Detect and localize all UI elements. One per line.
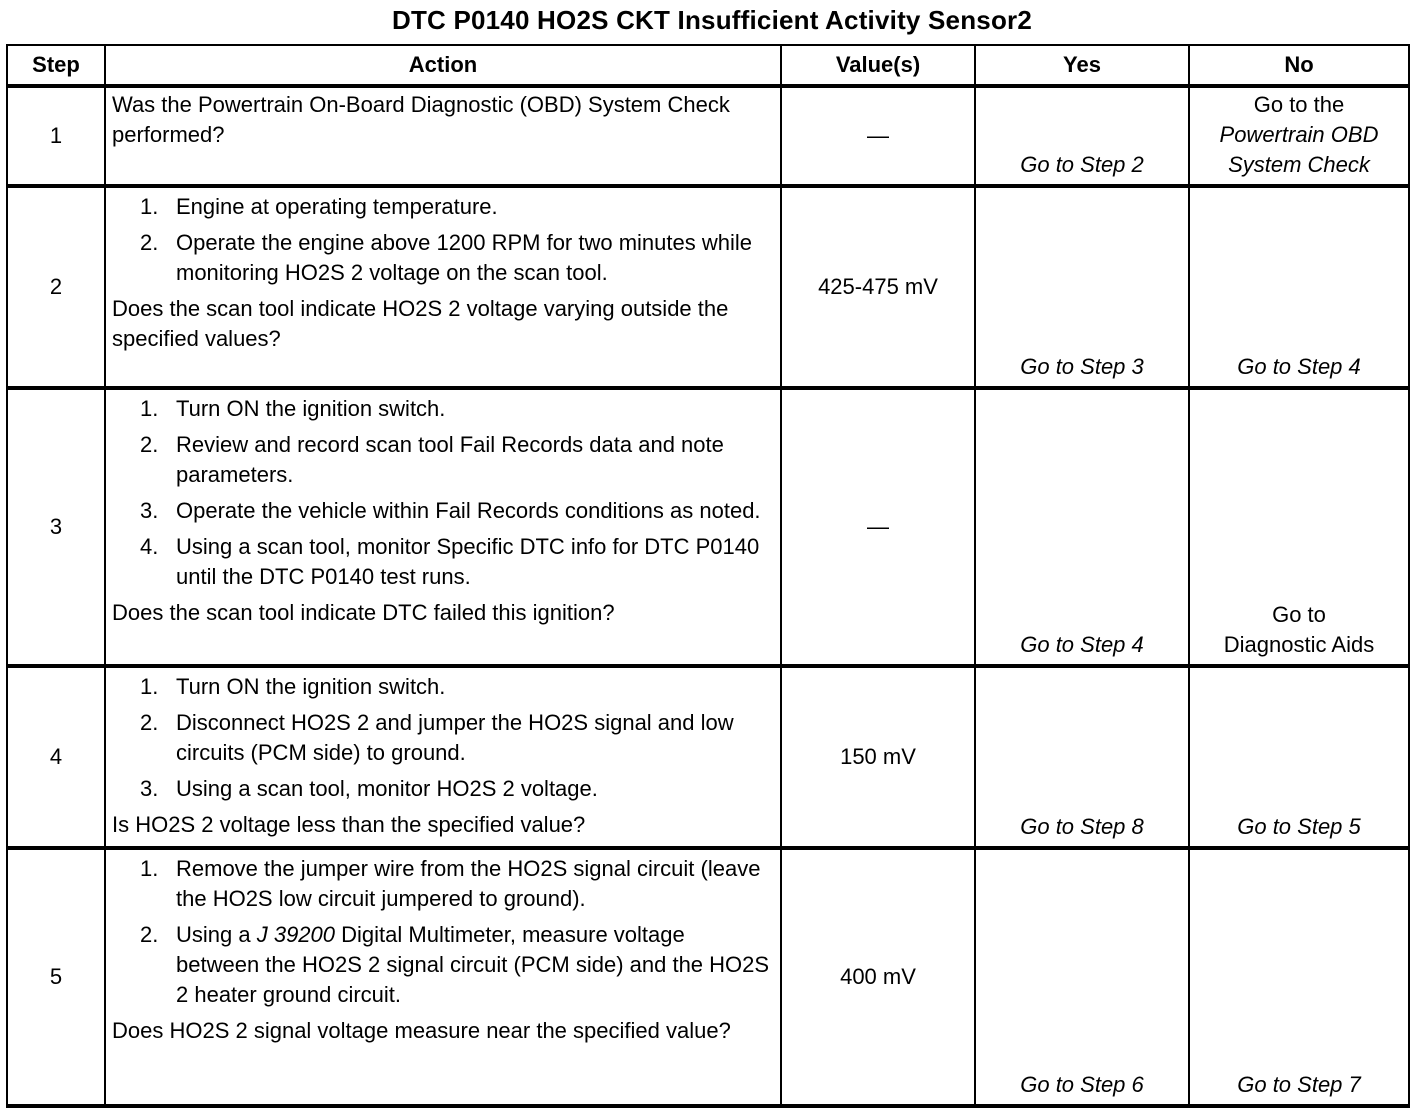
tool-name: J 39200 — [256, 922, 336, 947]
substep-list — [112, 672, 774, 804]
substep-item: 2. Disconnect HO2S 2 and jumper the HO2S signal and low circuits (PCM side) to ground. — [140, 710, 734, 765]
header-no: No — [1189, 45, 1409, 86]
substep-list — [112, 394, 774, 592]
action-question: Does HO2S 2 signal voltage measure near the specified value? — [112, 1018, 731, 1043]
substep-item: 1. Engine at operating temperature. — [140, 194, 498, 219]
substep-item: 1. Turn ON the ignition switch. — [140, 674, 446, 699]
step-number: 2 — [7, 186, 105, 388]
diagnostic-table — [6, 44, 1410, 1108]
table-row — [7, 388, 1409, 666]
header-values: Value(s) — [781, 45, 975, 86]
no-link[interactable]: Go to Step 4 — [1189, 186, 1409, 388]
substep-list — [112, 854, 774, 1010]
no-link[interactable] — [1189, 86, 1409, 186]
table-row — [7, 86, 1409, 186]
action-cell — [105, 666, 781, 848]
header-action: Action — [105, 45, 781, 86]
header-step: Step — [7, 45, 105, 86]
no-link-target[interactable]: Diagnostic Aids — [1223, 632, 1375, 657]
yes-link[interactable]: Go to Step 4 — [975, 388, 1189, 666]
substep-item: 2. Review and record scan tool Fail Records data and note parameters. — [140, 432, 724, 487]
action-cell — [105, 86, 781, 186]
substep-item: 2. Operate the engine above 1200 RPM for two minutes while monitoring HO2S 2 voltage on the scan tool. — [140, 230, 752, 285]
table-row — [7, 666, 1409, 848]
value-cell: 150 mV — [781, 666, 975, 848]
table-row — [7, 186, 1409, 388]
substep-item: 2. Using a J 39200 Digital Multimeter, measure voltage between the HO2S 2 signal circuit (PCM side) and the HO2S 2 heater ground circuit. — [140, 922, 770, 1007]
no-link[interactable]: Go to Step 5 — [1189, 666, 1409, 848]
yes-link[interactable]: Go to Step 3 — [975, 186, 1189, 388]
header-yes: Yes — [975, 45, 1189, 86]
yes-link[interactable]: Go to Step 6 — [975, 848, 1189, 1106]
substep-item: 1. Turn ON the ignition switch. — [140, 396, 446, 421]
page-title: DTC P0140 HO2S CKT Insufficient Activity Sensor2 — [391, 5, 1033, 35]
value-cell: — — [781, 388, 975, 666]
yes-link[interactable]: Go to Step 8 — [975, 666, 1189, 848]
no-link[interactable]: Go to Step 7 — [1189, 848, 1409, 1106]
action-question: Does the scan tool indicate DTC failed this ignition? — [112, 600, 615, 625]
value-cell: 400 mV — [781, 848, 975, 1106]
no-link-target[interactable]: Powertrain OBD System Check — [1219, 122, 1379, 177]
substep-item: 4. Using a scan tool, monitor Specific DTC info for DTC P0140 until the DTC P0140 test runs. — [140, 534, 760, 589]
step-number: 3 — [7, 388, 105, 666]
table-row — [7, 848, 1409, 1106]
action-cell — [105, 186, 781, 388]
step-number: 1 — [7, 86, 105, 186]
substep-item: 1. Remove the jumper wire from the HO2S signal circuit (leave the HO2S low circuit jumpered to ground). — [140, 856, 761, 911]
step-number: 5 — [7, 848, 105, 1106]
action-question: Was the Powertrain On-Board Diagnostic (OBD) System Check performed? — [112, 92, 730, 147]
no-link-prefix: Go to — [1272, 602, 1326, 627]
yes-link[interactable]: Go to Step 2 — [975, 86, 1189, 186]
action-cell — [105, 848, 781, 1106]
no-link[interactable] — [1189, 388, 1409, 666]
action-question: Does the scan tool indicate HO2S 2 voltage varying outside the specified values? — [112, 296, 729, 351]
no-link-prefix: Go to the — [1253, 92, 1345, 117]
value-cell: — — [781, 86, 975, 186]
substep-item: 3. Using a scan tool, monitor HO2S 2 voltage. — [140, 776, 598, 801]
table-header-row — [7, 45, 1409, 86]
value-cell: 425-475 mV — [781, 186, 975, 388]
action-cell — [105, 388, 781, 666]
action-question: Is HO2S 2 voltage less than the specified value? — [112, 812, 586, 837]
substep-list — [112, 192, 774, 288]
substep-item: 3. Operate the vehicle within Fail Records conditions as noted. — [140, 498, 761, 523]
step-number: 4 — [7, 666, 105, 848]
